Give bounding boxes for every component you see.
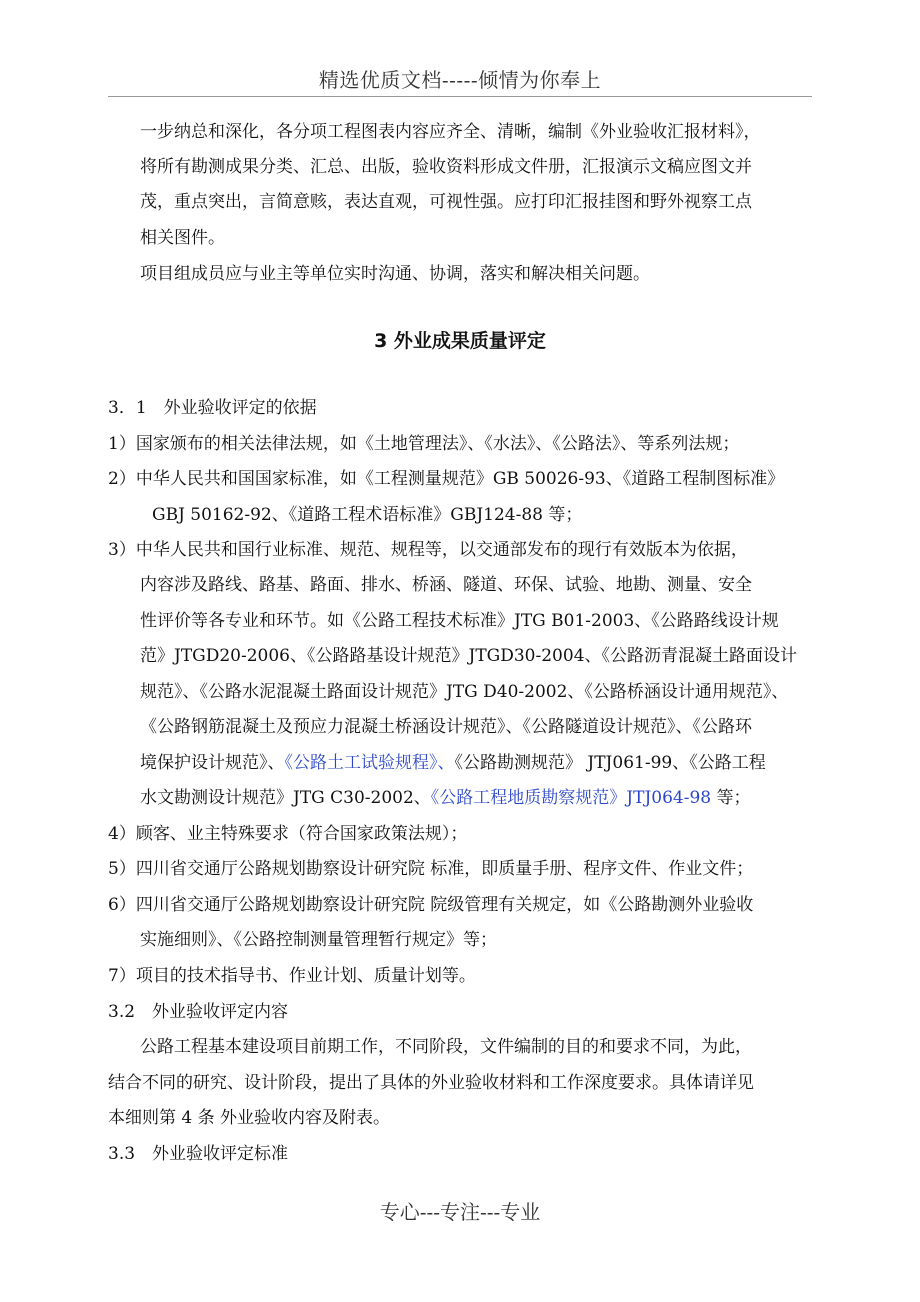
section-title: 3 外业成果质量评定: [374, 330, 546, 352]
list-item: 1）国家颁布的相关法律法规，如《土地管理法》、《水法》、《公路法》、等系列法规；: [108, 434, 740, 454]
list-item: 7）项目的技术指导书、作业计划、质量计划等。: [108, 966, 476, 986]
list-item-continuation: GBJ 50162-92、《道路工程术语标准》GBJ124-88 等；: [152, 505, 583, 525]
list-item: 4）顾客、业主特殊要求（符合国家政策法规）；: [108, 824, 468, 844]
text-segment: 《公路勘测规范》 JTJ061-99、《公路工程: [454, 753, 766, 773]
subsection-heading: 3.3 外业验收评定标准: [108, 1144, 289, 1164]
list-item-continuation: [140, 751, 766, 775]
body-line: 本细则第 4 条 外业验收内容及附表。: [108, 1108, 391, 1128]
text-segment: 水文勘测设计规范》JTG C30-2002、: [140, 788, 431, 808]
subsection-heading: 3.2 外业验收评定内容: [108, 1002, 289, 1022]
list-item-continuation: 《公路钢筋混凝土及预应力混凝土桥涵设计规范》、《公路隧道设计规范》、《公路环: [140, 717, 752, 737]
body-line: 茂，重点突出，言简意赅，表达直观，可视性强。应打印汇报挂图和野外视察工点: [140, 192, 752, 212]
list-item: 6）四川省交通厅公路规划勘察设计研究院 院级管理有关规定，如《公路勘测外业验收: [108, 895, 754, 915]
list-item-continuation: 性评价等各专业和环节。如《公路工程技术标准》JTG B01-2003、《公路路线设计规: [140, 611, 779, 631]
list-item: 2）中华人民共和国国家标准，如《工程测量规范》GB 50026-93、《道路工程制图标准》: [108, 469, 785, 489]
list-item: 5）四川省交通厅公路规划勘察设计研究院 标准，即质量手册、程序文件、作业文件；: [108, 859, 754, 879]
page-header: 精选优质文档-----倾情为你奉上: [318, 68, 602, 92]
subsection-heading: 3．1 外业验收评定的依据: [108, 398, 317, 418]
text-segment: 等；: [711, 788, 751, 808]
page-footer: 专心---专注---专业: [379, 1200, 541, 1224]
body-line: 将所有勘测成果分类、汇总、出版，验收资料形成文件册，汇报演示文稿应图文并: [140, 157, 752, 177]
list-item-continuation: 范》JTGD20-2006、《公路路基设计规范》JTGD30-2004、《公路沥青混凝土路面设计: [140, 646, 798, 666]
body-line: 项目组成员应与业主等单位实时沟通、协调，落实和解决相关问题。: [140, 264, 650, 284]
list-item-continuation: 实施细则》、《公路控制测量管理暂行规定》等；: [140, 930, 497, 950]
standard-link[interactable]: 《公路工程地质勘察规范》JTJ064-98: [430, 788, 712, 808]
list-item-continuation: 规范》、《公路水泥混凝土路面设计规范》JTG D40-2002、《公路桥涵设计通用规范》、: [140, 682, 789, 702]
list-item-continuation: 内容涉及路线、路基、路面、排水、桥涵、隧道、环保、试验、地勘、测量、安全: [140, 575, 752, 595]
header-divider: [108, 96, 812, 97]
body-line: 结合不同的研究、设计阶段，提出了具体的外业验收材料和工作深度要求。具体请详见: [108, 1073, 754, 1093]
text-segment: 境保护设计规范》、: [140, 753, 285, 773]
standard-link[interactable]: 《公路土工试验规程》、: [284, 753, 455, 773]
body-line: 相关图件。: [140, 228, 225, 248]
list-item-continuation: [140, 786, 751, 810]
body-line: 公路工程基本建设项目前期工作，不同阶段，文件编制的目的和要求不同，为此，: [140, 1037, 752, 1057]
list-item: 3）中华人民共和国行业标准、规范、规程等，以交通部发布的现行有效版本为依据，: [108, 540, 748, 560]
body-line: 一步纳总和深化，各分项工程图表内容应齐全、清晰，编制《外业验收汇报材料》，: [140, 122, 761, 142]
